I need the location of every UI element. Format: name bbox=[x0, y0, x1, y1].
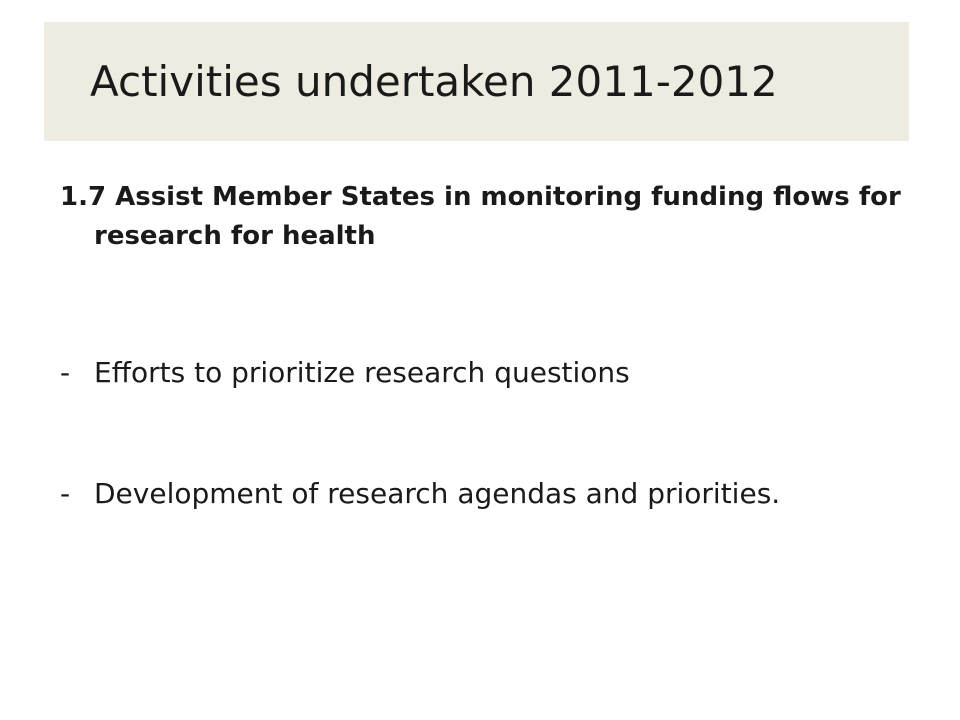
bullet-item bbox=[60, 474, 920, 513]
slide-content bbox=[60, 178, 920, 510]
section-heading: 1.7 Assist Member States in monitoring funding flows for research for health bbox=[60, 182, 901, 251]
bullet-marker: - bbox=[60, 477, 71, 510]
bullet-text: Development of research agendas and priorities. bbox=[94, 477, 781, 510]
slide-title: Activities undertaken 2011-2012 bbox=[90, 57, 778, 106]
title-bar bbox=[44, 22, 909, 141]
bullet-marker: - bbox=[60, 356, 71, 389]
bullet-item bbox=[60, 353, 920, 392]
bullet-text: Efforts to prioritize research questions bbox=[94, 356, 630, 389]
